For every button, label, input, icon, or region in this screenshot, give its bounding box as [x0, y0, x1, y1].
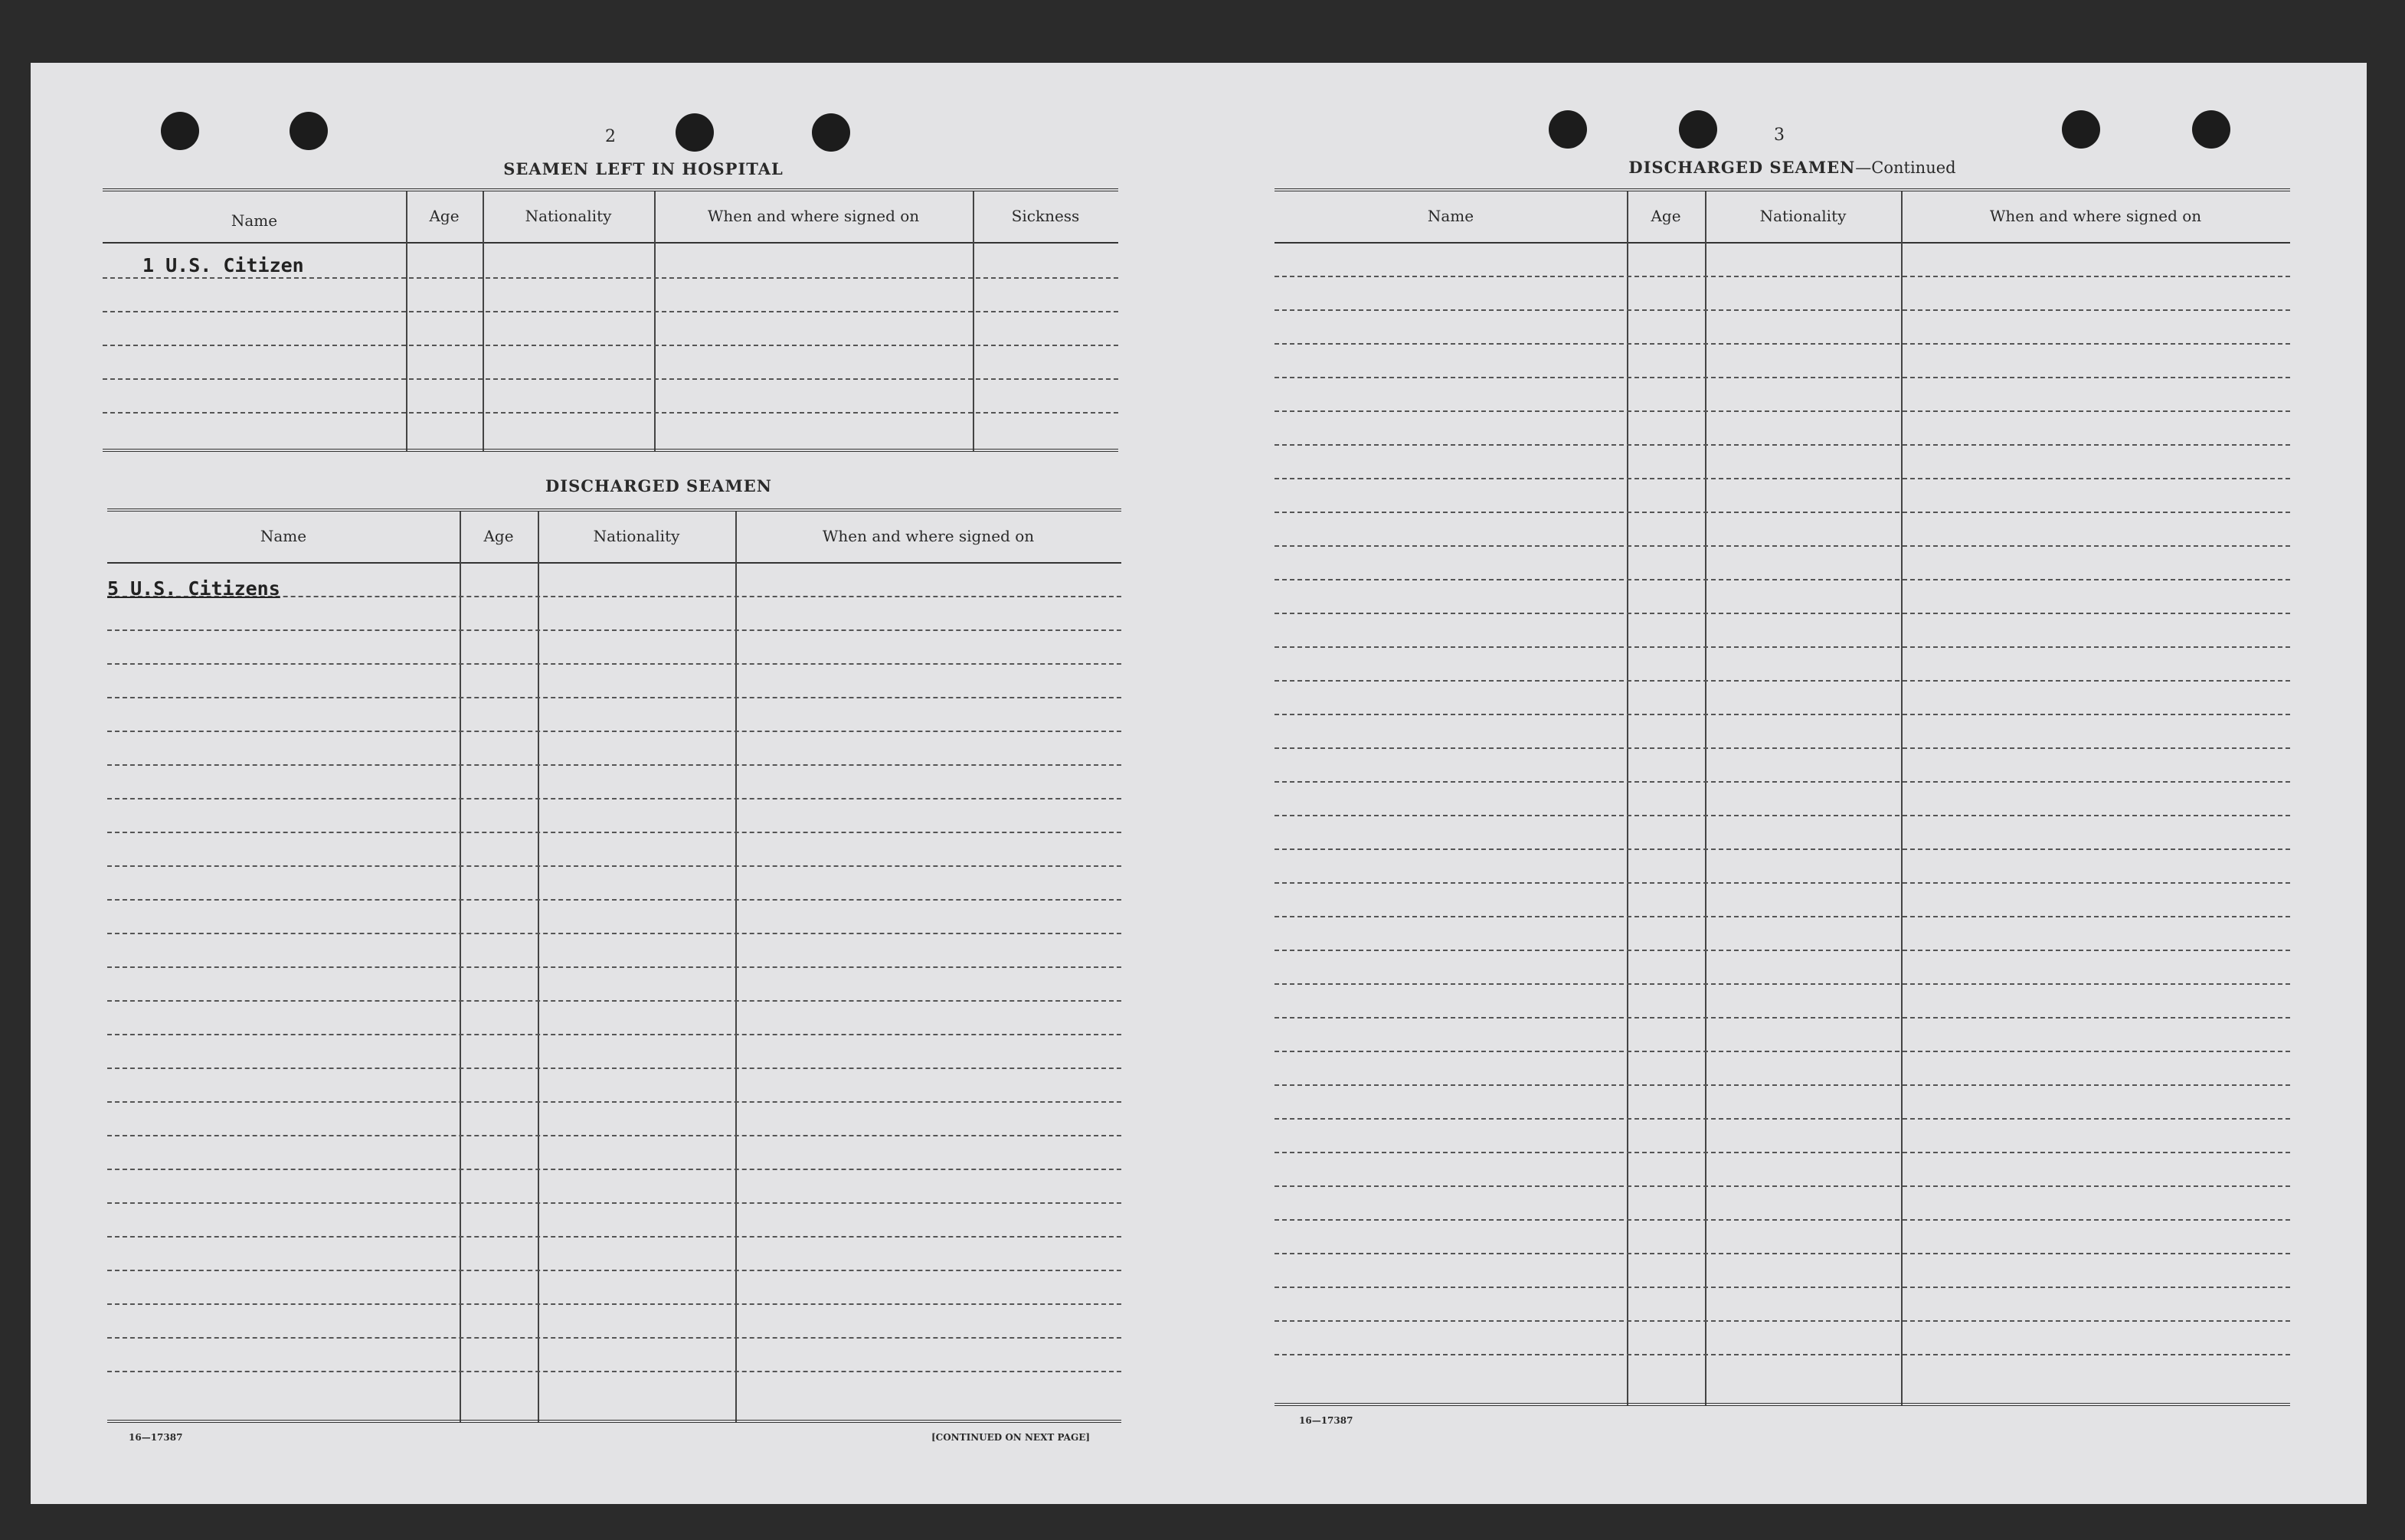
- table-row: [1274, 1287, 2290, 1288]
- table-row: [1274, 1185, 2290, 1187]
- table-row: [1274, 1118, 2290, 1120]
- column-header-age: Age: [429, 207, 460, 225]
- table-row: [103, 378, 1118, 380]
- table-row: [1274, 276, 2290, 277]
- discharged-section-title: DISCHARGED SEAMEN: [545, 476, 772, 495]
- punch-hole: [1679, 110, 1717, 149]
- table-row: [103, 277, 1118, 279]
- punch-hole: [290, 112, 328, 150]
- table-row: [107, 1236, 1121, 1238]
- column-header-age: Age: [1651, 207, 1681, 225]
- table-row: [107, 1101, 1121, 1103]
- table-row: [1274, 613, 2290, 614]
- table-row: [107, 697, 1121, 698]
- table-row: [107, 865, 1121, 867]
- table-row: [1274, 646, 2290, 648]
- column-header-signed-on: When and where signed on: [1989, 207, 2202, 225]
- table-row: [1274, 1320, 2290, 1322]
- table-row: [107, 899, 1121, 901]
- discharged-continued-title-text: DISCHARGED SEAMEN: [1628, 158, 1856, 177]
- column-header-nationality: Nationality: [525, 207, 612, 225]
- table-row: [107, 966, 1121, 968]
- table-row: [1274, 410, 2290, 412]
- column-header-age: Age: [483, 527, 514, 545]
- punch-hole: [1549, 110, 1587, 149]
- table-row: [1274, 545, 2290, 547]
- table-row: [107, 1371, 1121, 1372]
- table-row: [103, 345, 1118, 346]
- table-row: [1274, 512, 2290, 513]
- hospital-section-title: SEAMEN LEFT IN HOSPITAL: [503, 159, 784, 178]
- table-row: [1274, 714, 2290, 715]
- table-row: [103, 412, 1118, 414]
- table-row: [107, 1303, 1121, 1305]
- punch-hole: [2062, 110, 2100, 149]
- table-row: [1274, 747, 2290, 749]
- table-row: [1274, 1152, 2290, 1153]
- table-row: [1274, 1219, 2290, 1221]
- table-row: [1274, 343, 2290, 345]
- table-row: [1274, 950, 2290, 951]
- column-header-name: Name: [231, 211, 278, 230]
- table-row: [107, 764, 1121, 766]
- table-row: [1274, 1017, 2290, 1018]
- table-row: [1274, 579, 2290, 580]
- table-row: [107, 731, 1121, 732]
- table-row: [107, 1135, 1121, 1136]
- hospital-entry: 1 U.S. Citizen: [142, 254, 304, 276]
- table-row: [1274, 815, 2290, 816]
- table-row: [1274, 983, 2290, 985]
- table-row: [107, 933, 1121, 934]
- table-row: [1274, 916, 2290, 917]
- table-row: [103, 311, 1118, 312]
- column-header-name: Name: [1427, 207, 1474, 225]
- discharged-continued-title: [1486, 158, 2099, 177]
- table-row: [1274, 377, 2290, 378]
- table-row: [1274, 781, 2290, 783]
- punch-hole: [161, 112, 199, 150]
- table-row: [107, 663, 1121, 665]
- table-row: [1274, 1354, 2290, 1355]
- column-header-signed-on: When and where signed on: [822, 527, 1035, 545]
- continued-suffix: —Continued: [1855, 159, 1956, 177]
- table-row: [107, 629, 1121, 631]
- discharged-entry: 5 U.S. Citizens: [107, 577, 280, 600]
- table-row: [107, 1000, 1121, 1002]
- column-header-nationality: Nationality: [593, 527, 680, 545]
- table-row: [1274, 1084, 2290, 1086]
- column-header-name: Name: [260, 527, 307, 545]
- discharged-table: [107, 508, 1121, 1427]
- table-row: [1274, 1051, 2290, 1052]
- table-row: [107, 1169, 1121, 1170]
- punch-hole: [2192, 110, 2230, 149]
- form-number: 16—17387: [1299, 1415, 1353, 1426]
- table-row: [107, 1337, 1121, 1339]
- form-number: 16—17387: [129, 1432, 183, 1443]
- punch-hole: [812, 113, 850, 152]
- table-row: [1274, 882, 2290, 884]
- table-row: [1274, 309, 2290, 311]
- column-header-nationality: Nationality: [1759, 207, 1847, 225]
- page-number: 3: [1774, 126, 1785, 145]
- document-sheet: [31, 63, 2367, 1504]
- table-row: [107, 1270, 1121, 1271]
- table-row: [107, 832, 1121, 833]
- table-row: [1274, 680, 2290, 682]
- column-header-sickness: Sickness: [1011, 207, 1080, 225]
- punch-hole: [676, 113, 714, 152]
- table-row: [107, 1068, 1121, 1069]
- hospital-table: [103, 188, 1118, 456]
- table-row: [1274, 478, 2290, 479]
- table-row: [1274, 848, 2290, 850]
- table-row: [107, 798, 1121, 799]
- table-row: [1274, 444, 2290, 446]
- table-row: [107, 1034, 1121, 1035]
- continued-note: [CONTINUED ON NEXT PAGE]: [931, 1432, 1091, 1443]
- table-row: [107, 1202, 1121, 1204]
- column-header-signed-on: When and where signed on: [707, 207, 920, 225]
- table-row: [1274, 1253, 2290, 1254]
- page-number: 2: [605, 127, 616, 146]
- discharged-continued-table: [1274, 188, 2290, 1414]
